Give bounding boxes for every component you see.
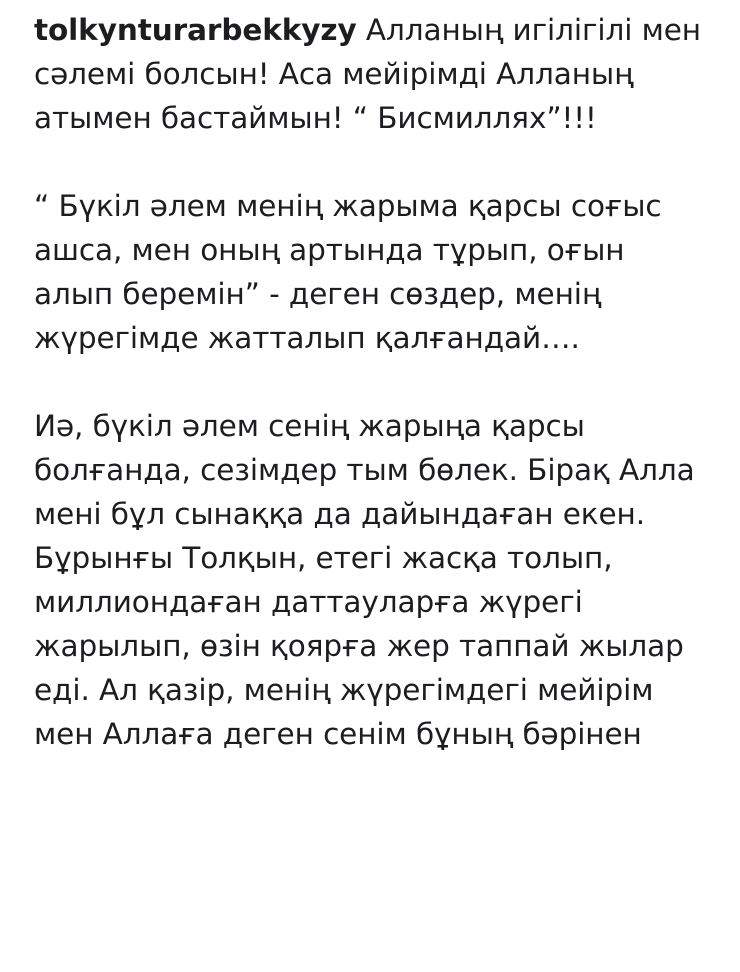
- username-link[interactable]: tolkynturarbekkyzy: [34, 13, 357, 47]
- caption-paragraph-3: Иә, бүкіл әлем сенің жарыңа қарсы болғанда, сезімдер тым бөлек. Бірақ Алла мені бұл сынаққа да дайындаған екен. Бұрынғы Толқын, етегі жасқа толып, миллиондаған даттауларға жүрегі жарылып, өзін қоярға жер таппай жылар еді. Ал қазір, менің жүрегімдегі мейірім мен Аллаға деген сенім бұның бәрінен: [34, 409, 695, 751]
- caption-paragraph-2: “ Бүкіл әлем менің жарыма қарсы соғыс ашса, мен оның артында тұрып, оғын алып беремін” - деген сөздер, менің жүрегімде жатталып қалғандай….: [34, 189, 662, 355]
- paragraph-spacer: [34, 360, 706, 404]
- caption-text-1: Алланың игілігілі мен сәлемі болсын! Аса мейірімді Алланың атымен бастаймын! “ Бисмиллях”!!!: [34, 13, 701, 135]
- caption-paragraph-1: [34, 8, 706, 140]
- paragraph-spacer: [34, 140, 706, 184]
